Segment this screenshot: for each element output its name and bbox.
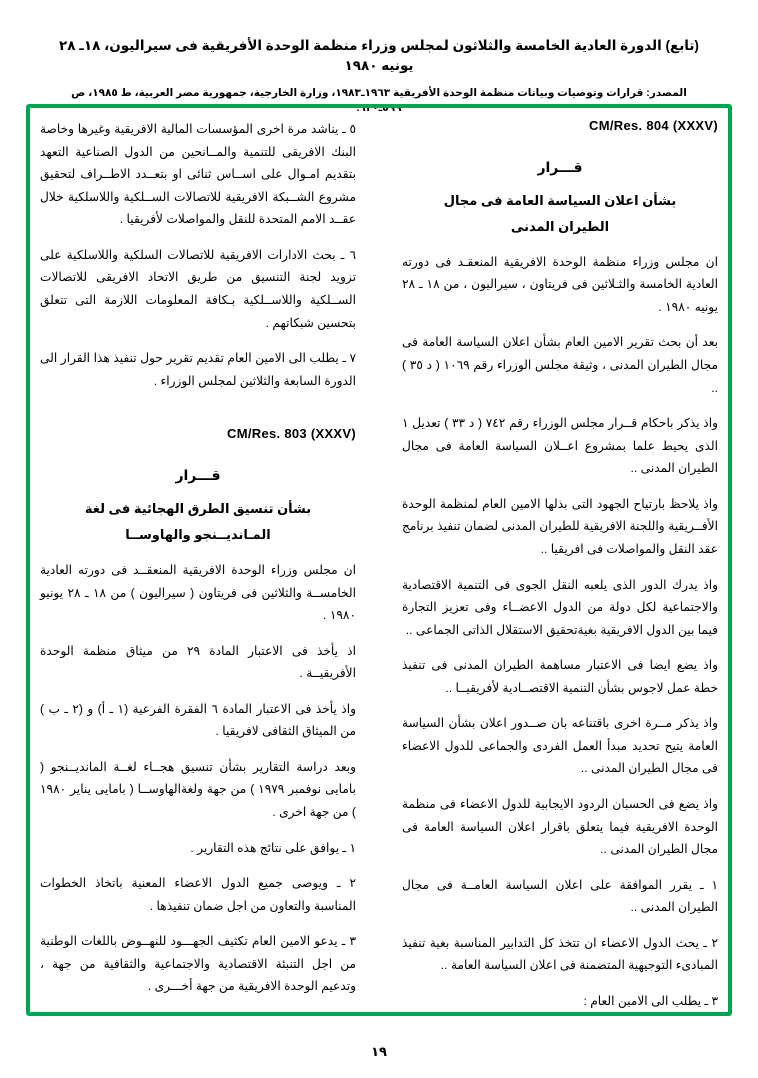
numbered-item: ٦ ـ بحث الادارات الافريقية للاتصالات السلكية واللاسلكية على تزويد لجنة التنسيق من طريق الاتحاد الافريقى للاتصالات الســلكية واللاســلكية بـكافة المعلومات اللازمة التى تتعلق بتحسين شبكاتهم . xyxy=(40,247,356,330)
numbered-item: ٧ ـ يطلب الى الامين العام تقديم تقرير حول تنفيذ هذا القرار الى الدورة السابعة والثلاثين لمجلس الوزراء . xyxy=(40,351,356,388)
subject-line2-right: الطيران المدنى xyxy=(510,218,610,234)
resolution-id-804: CM/Res. 804 (XXXV) xyxy=(589,118,718,133)
header-source: المصدر: ‏قرارات وتوصيات وبيانات منظمة الوحدة الأفريقية ١٩٦٣ـ١٩٨٣، وزارة الخارجية، جمهورية مصر العربية، ط ١٩٨٥، ص ٥٩٩ـ٦٣٠. xyxy=(71,86,687,115)
paragraph: بعد أن بحث تقرير الامين العام بشأن اعلان السياسة العامة فى مجال الطيران المدنى ، وثيقة مجلس الوزراء رقم ١٠٦٩ ( د ٣٥ ) .. xyxy=(402,335,718,395)
paragraph: واذ يلاحظ بارتياح الجهود التى بذلها الامين العام لمنظمة الوحدة الأفــريقية واللجنة الافريقية للطيران المدنى لضمان تنفيذ برنامج عقد النقل والمواصلات فى افريقيا .. xyxy=(402,496,718,556)
numbered-item: ١ ـ يقرر الموافقة على اعلان السياسة العامــة فى مجال الطيران المدنى .. xyxy=(402,877,718,915)
paragraph: واذ يدرك الدور الذى يلعبه النقل الجوى فى التنمية الاقتصادية والاجتماعية لكل دولة من الدول الاعضــاء وفى تعزيز التجارة فيما بين الدول الافريقية بغيةتحقيق الاستقلال الذاتى الجماعى .. xyxy=(402,577,718,637)
paragraph: واذ يذكر باحكام قــرار مجلس الوزراء رقم ٧٤٢ ( د ٣٣ ) تعديل ١ الذى يحيط علما بمشروع اعــلان السياسة العامة فى مجال الطيران المدنى .. xyxy=(402,416,718,476)
paragraph: واذ يضع فى الحسبان الردود الايجابية للدول الاعضاء فى منظمة الوحدة الافريقية فيما يتعلق باقرار اعلان السياسة العامة فى مجال الطيران المدنى .. xyxy=(402,797,718,857)
paragraph: واذ يضع ايضا فى الاعتبار مساهمة الطيران المدنى فى تنفيذ خطة عمل لاجوس بشأن التنمية الاقتصــادية لأفريقيــا .. xyxy=(402,658,718,695)
numbered-item: ٣ ـ يطلب الى الامين العام : xyxy=(583,993,718,1008)
numbered-item: ٣ ـ يدعو الامين العام تكثيف الجهـــود للنهــوض باللغات الوطنية من اجل التنبئة الاقتصادية والاجتماعية والثقافية من جهة ، وتدعيم الوحدة الافريقية من جهة أخـــرى . xyxy=(40,934,356,994)
numbered-item: ٢ ـ ويوصى جميع الدول الاعضاء المعنية باتخاذ الخطوات المناسبة والتعاون من اجل ضمان تنفيذها . xyxy=(40,876,356,913)
page-header xyxy=(0,0,758,117)
resolution-id-803: CM/Res. 803 (XXXV) xyxy=(227,426,356,442)
paragraph: ان مجلس وزراء الوحدة الافريقية المنعقــد فى دورته العادية الخامســة والثلاثين فى فريتاون ( سيراليون ) من ١٨ ـ ٢٨ يونيو ١٩٨٠ . xyxy=(40,562,356,623)
subject-line1-left: بشأن تنسيق الطرق الهجائية فى لغة xyxy=(84,501,312,517)
numbered-item: ١ ـ يوافق على نتائج هذه التقارير . xyxy=(190,840,356,855)
page-number: ١٩ xyxy=(371,1044,387,1059)
two-column-body xyxy=(40,118,718,1008)
header-title: (تابع) الدورة العادية الخامسة والثلاثون لمجلس وزراء منظمة الوحدة الأفريقية فى سيراليون، ١٨ـ ٢٨ يونيه ١٩٨٠ xyxy=(59,38,699,74)
column-left xyxy=(40,118,362,1002)
paragraph: وبعد دراسة التقارير بشأن تنسيق هجــاء لغــة المانديــنجو ( بامايى نوفمبر ١٩٧٩ ) من جهة ولغةالهاوســا ( بامايى يناير ١٩٨٠ ) من جهة اخرى . xyxy=(40,759,356,819)
qarar-heading-right: قـــرار xyxy=(537,159,583,175)
numbered-item: ٥ ـ يناشد مرة اخرى المؤسسات المالية الافريقية وغيرها وخاصة البنك الافريقى للتنمية والمــانحين من الدول الصناعية التعهد بتقديم امـوال على اســاس ثنائى او بتعــدد الاطــراف لتحقيق مشروع الشــبكة الافريقية للاتصالات الســلكية واللاسلكية خلال عقــد الامم المتحدة للنقل والمواصلات لأفريقيا . xyxy=(40,122,356,227)
paragraph: واذ يأخذ فى الاعتبار المادة ٦ الفقرة الفرعية (١ ـ أ) و (٢ ـ ب ) من الميثاق الثقافى لافريقيا . xyxy=(40,701,356,739)
paragraph: اذ يأخذ فى الاعتبار المادة ٢٩ من ميثاق منظمة الوحدة الأفريقيــة . xyxy=(40,643,356,681)
paragraph: ان مجلس وزراء منظمة الوحدة الافريقية المنعقـد فى دورته العادية الخامسة والثـلاثين فى فريتاون ، سيراليون ، من ١٨ ـ ٢٨ يونيه ١٩٨٠ . xyxy=(402,254,718,314)
column-right xyxy=(396,118,718,1008)
paragraph: واذ يذكر مــرة اخرى باقتناعه بان صــدور اعلان بشأن السياسة العامة يتيح تحديد مبدأ العمل الفردى والجماعى للدول الاعضاء فى مجال الطيران المدنى .. xyxy=(402,716,718,776)
subject-line2-left: المـانديــنجو والهاوســا xyxy=(125,526,271,542)
numbered-item: ٢ ـ يحث الدول الاعضاء ان تتخذ كل التدابير المناسبة بغية تنفيذ المبادىء التوجيهية المتضمنة فى اعلان السياسة العامة .. xyxy=(402,935,718,973)
qarar-heading-left: قـــرار xyxy=(175,467,221,484)
subject-line1-right: بشأن اعلان السياسة العامة فى مجال xyxy=(443,193,677,208)
